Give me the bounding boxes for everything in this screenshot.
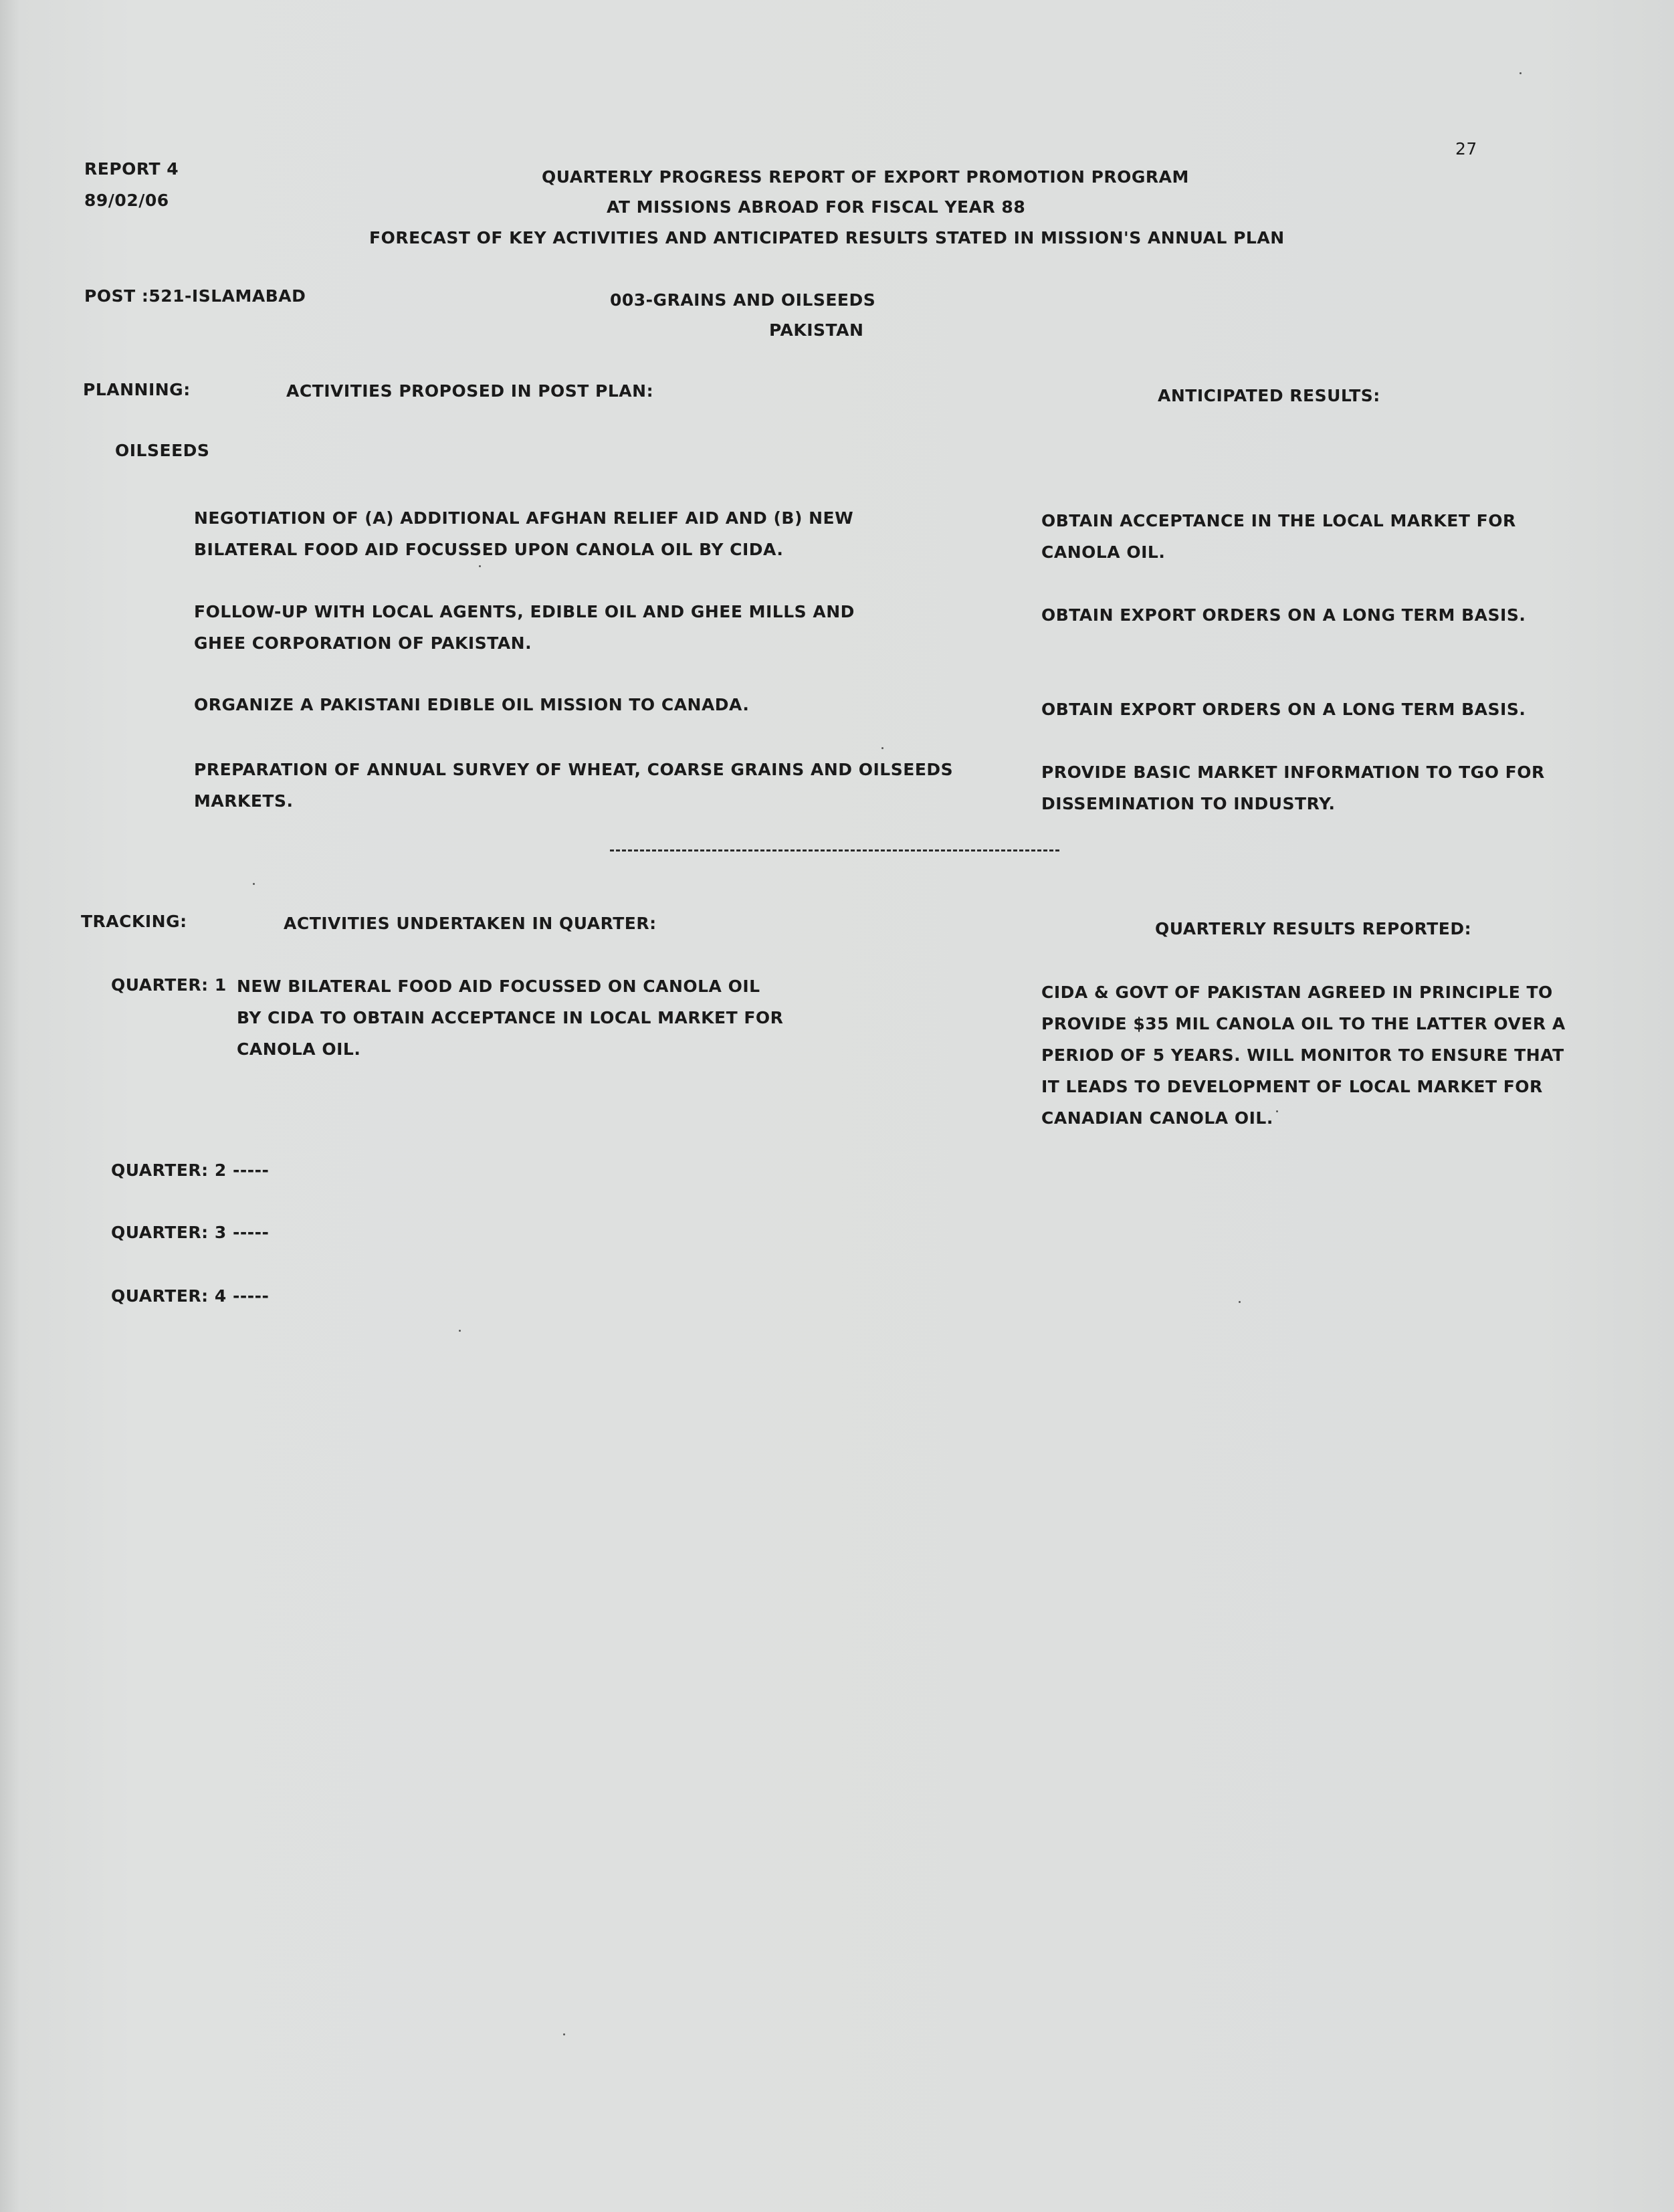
section-divider: [610, 849, 1059, 851]
country-label: PAKISTAN: [769, 320, 864, 340]
tracking-label: TRACKING:: [81, 912, 187, 931]
planning-activity-1-line-2: BILATERAL FOOD AID FOCUSSED UPON CANOLA OIL BY CIDA.: [194, 540, 784, 559]
tracking-results-header: QUARTERLY RESULTS REPORTED:: [1155, 919, 1472, 938]
subsector-heading: OILSEEDS: [115, 441, 210, 460]
scan-speck: [1239, 1301, 1241, 1303]
report-number: REPORT 4: [84, 159, 179, 179]
planning-result-4-line-2: DISSEMINATION TO INDUSTRY.: [1041, 794, 1336, 813]
planning-results-header: ANTICIPATED RESULTS:: [1158, 386, 1380, 405]
scan-speck: [479, 565, 481, 567]
quarter-3-label: QUARTER: 3 -----: [111, 1223, 270, 1242]
page-number: 27: [1455, 139, 1477, 159]
planning-activity-1: [194, 502, 853, 565]
report-date: 89/02/06: [84, 191, 169, 210]
planning-result-2: [1041, 599, 1526, 631]
planning-activity-2-line-1: FOLLOW-UP WITH LOCAL AGENTS, EDIBLE OIL AND GHEE MILLS AND: [194, 602, 855, 621]
quarter-1-activity: [237, 971, 783, 1065]
quarter-1-result-line-2: PROVIDE $35 MIL CANOLA OIL TO THE LATTER OVER A: [1041, 1014, 1566, 1033]
planning-activity-4-line-1: PREPARATION OF ANNUAL SURVEY OF WHEAT, COARSE GRAINS AND OILSEEDS: [194, 760, 954, 779]
planning-label: PLANNING:: [83, 380, 191, 399]
planning-activity-3-line-1: ORGANIZE A PAKISTANI EDIBLE OIL MISSION TO CANADA.: [194, 695, 750, 714]
planning-result-4-line-1: PROVIDE BASIC MARKET INFORMATION TO TGO FOR: [1041, 763, 1545, 782]
quarter-1-result-line-1: CIDA & GOVT OF PAKISTAN AGREED IN PRINCIPLE TO: [1041, 983, 1553, 1002]
quarter-1-result-line-5: CANADIAN CANOLA OIL.: [1041, 1108, 1273, 1128]
planning-activity-4: [194, 754, 953, 817]
quarter-1-result-line-3: PERIOD OF 5 YEARS. WILL MONITOR TO ENSURE THAT: [1041, 1045, 1564, 1065]
planning-result-3-line-1: OBTAIN EXPORT ORDERS ON A LONG TERM BASIS.: [1041, 700, 1526, 719]
sector-label: 003-GRAINS AND OILSEEDS: [610, 290, 876, 310]
quarter-1-activity-line-1: NEW BILATERAL FOOD AID FOCUSSED ON CANOLA OIL: [237, 977, 760, 996]
quarter-1-result-line-4: IT LEADS TO DEVELOPMENT OF LOCAL MARKET FOR: [1041, 1077, 1543, 1096]
quarter-2-label: QUARTER: 2 -----: [111, 1161, 270, 1180]
planning-result-3: [1041, 694, 1526, 725]
quarter-1-activity-line-2: BY CIDA TO OBTAIN ACCEPTANCE IN LOCAL MARKET FOR: [237, 1008, 784, 1027]
scan-speck: [881, 747, 883, 749]
planning-activity-2: [194, 596, 855, 659]
planning-result-1-line-2: CANOLA OIL.: [1041, 542, 1166, 562]
scan-speck: [1520, 72, 1522, 74]
planning-activity-3: [194, 689, 749, 720]
quarter-4-label: QUARTER: 4 -----: [111, 1286, 270, 1306]
quarter-1-activity-line-3: CANOLA OIL.: [237, 1039, 361, 1059]
quarter-1-result: [1041, 977, 1566, 1134]
planning-result-4: [1041, 757, 1545, 819]
planning-activity-4-line-2: MARKETS.: [194, 791, 294, 811]
post-label: POST :521-ISLAMABAD: [84, 286, 306, 306]
planning-result-1-line-1: OBTAIN ACCEPTANCE IN THE LOCAL MARKET FOR: [1041, 511, 1516, 530]
planning-activity-2-line-2: GHEE CORPORATION OF PAKISTAN.: [194, 633, 532, 653]
report-title-line-2: AT MISSIONS ABROAD FOR FISCAL YEAR 88: [607, 197, 1026, 217]
scan-speck: [563, 2033, 565, 2035]
scan-speck: [253, 883, 255, 885]
planning-result-2-line-1: OBTAIN EXPORT ORDERS ON A LONG TERM BASIS.: [1041, 605, 1526, 625]
tracking-activities-header: ACTIVITIES UNDERTAKEN IN QUARTER:: [284, 914, 657, 933]
scan-speck: [1276, 1110, 1278, 1112]
scan-speck: [459, 1330, 461, 1332]
planning-result-1: [1041, 505, 1516, 568]
report-title-line-3: FORECAST OF KEY ACTIVITIES AND ANTICIPATED RESULTS STATED IN MISSION'S ANNUAL PLAN: [369, 228, 1285, 247]
report-title-line-1: QUARTERLY PROGRESS REPORT OF EXPORT PROMOTION PROGRAM: [542, 167, 1189, 187]
quarter-1-label: QUARTER: 1: [111, 975, 227, 995]
planning-activity-1-line-1: NEGOTIATION OF (A) ADDITIONAL AFGHAN RELIEF AID AND (B) NEW: [194, 508, 854, 528]
planning-activities-header: ACTIVITIES PROPOSED IN POST PLAN:: [286, 381, 654, 401]
